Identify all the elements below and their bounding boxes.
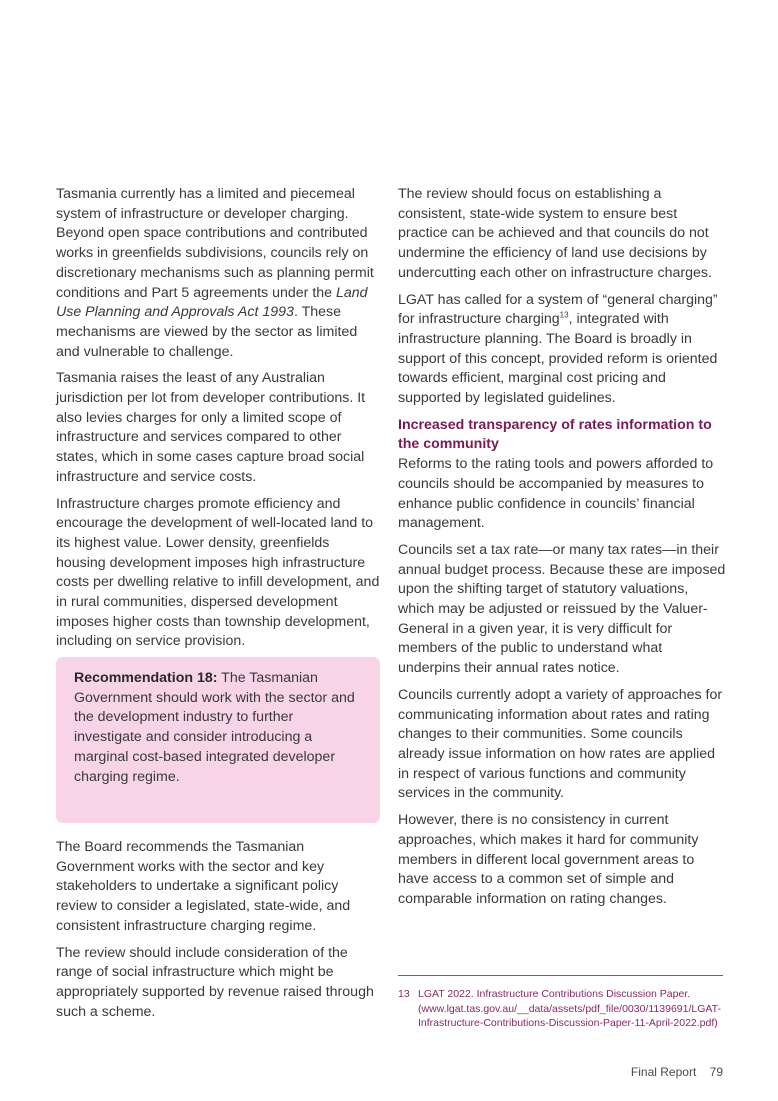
paragraph: The Board recommends the Tasmanian Government works with the sector and key stakeholders to undertake a significant policy review to consider a legislated, state-wide, and consistent infrastructure charging regime. [56,839,351,934]
footnote-divider [398,975,723,976]
recommendation-label: Recommendation 18: [74,670,218,686]
paragraph: Infrastructure charges promote efficiency and encourage the development of well-located land to its highest value. Lower density, greenfields housing development imposes high infrastructure costs per dwelling relative to infill development, and in rural communities, dispersed development imposes higher costs than township development, including on service provision. [56,495,380,650]
right-column [398,185,728,917]
recommendation-text: Recommendation 18: The Tasmanian Government should work with the sector and the development industry to further investigate and consider introducing a marginal cost-based integrated developer charging regime. [74,670,355,785]
paragraph: Reforms to the rating tools and powers afforded to councils should be accompanied by measures to enhance public confidence in councils’ financial management. [398,456,714,532]
paragraph: Councils currently adopt a variety of approaches for communicating information about rates and rating changes to their communities. Some councils already issue information on how rates are applied in respect of various functions and community services in the community. [398,686,723,802]
footnote-ref[interactable]: 13 [559,310,569,320]
left-column [56,185,382,659]
page-number: 79 [709,1065,723,1079]
footnote-number: 13 [398,988,410,1000]
left-column-lower [56,838,382,1029]
paragraph: However, there is no consistency in current approaches, which makes it hard for community members in different local government areas to have access to a common set of simple and comparable information on rating changes. [398,812,699,907]
page-footer [631,1065,723,1079]
footnote [398,987,728,1031]
paragraph: LGAT has called for a system of “general charging” for infrastructure charging$^{13}$, integrated with infrastructure planning. The Board is broadly in support of this concept, provided reform is oriented towards efficient, marginal cost pricing and supported by legislated guidelines. [398,291,718,407]
section-subheading: Increased transparency of rates information to the community [398,416,712,453]
recommendation-box [56,657,380,823]
act-title: Land Use Planning and Approvals Act 1993 [56,284,368,321]
paragraph: The review should focus on establishing a consistent, state-wide system to ensure best practice can be achieved and that councils do not undermine the efficiency of land use decisions by undercutting each other on infrastructure charges. [398,186,712,281]
footer-label: Final Report [630,1065,697,1079]
paragraph: Tasmania raises the least of any Australian jurisdiction per lot from developer contributions. It also levies charges for only a limited scope of infrastructure and services compared to other states, which in some cases capture broad social infrastructure and service costs. [56,370,366,485]
paragraph: Tasmania currently has a limited and piecemeal system of infrastructure or developer charging. Beyond open space contributions and contributed works in greenfields subdivisions, councils rely on discretionary mechanisms such as planning permit conditions and Part 5 agreements under the Land Use Planning and Approvals Act 1993. These mechanisms are viewed by the sector as limited and vulnerable to challenge. [56,186,374,360]
paragraph: Councils set a tax rate—or many tax rates—in their annual budget process. Because these are imposed upon the shifting target of statutory valuations, which may be adjusted or reissued by the Valuer-General in a given year, it is very difficult for members of the public to understand what underpins their annual rates notice. [398,541,726,677]
paragraph: The review should include consideration of the range of social infrastructure which might be appropriately supported by revenue raised through such a scheme. [56,944,374,1020]
footnote-text[interactable]: LGAT 2022. Infrastructure Contributions Discussion Paper. (www.lgat.tas.gov.au/__data/assets/pdf_file/0030/1139691/LGAT-Infrastructure-Contributions-Discussion-Paper-11-April-2022.pdf) [418,988,721,1029]
